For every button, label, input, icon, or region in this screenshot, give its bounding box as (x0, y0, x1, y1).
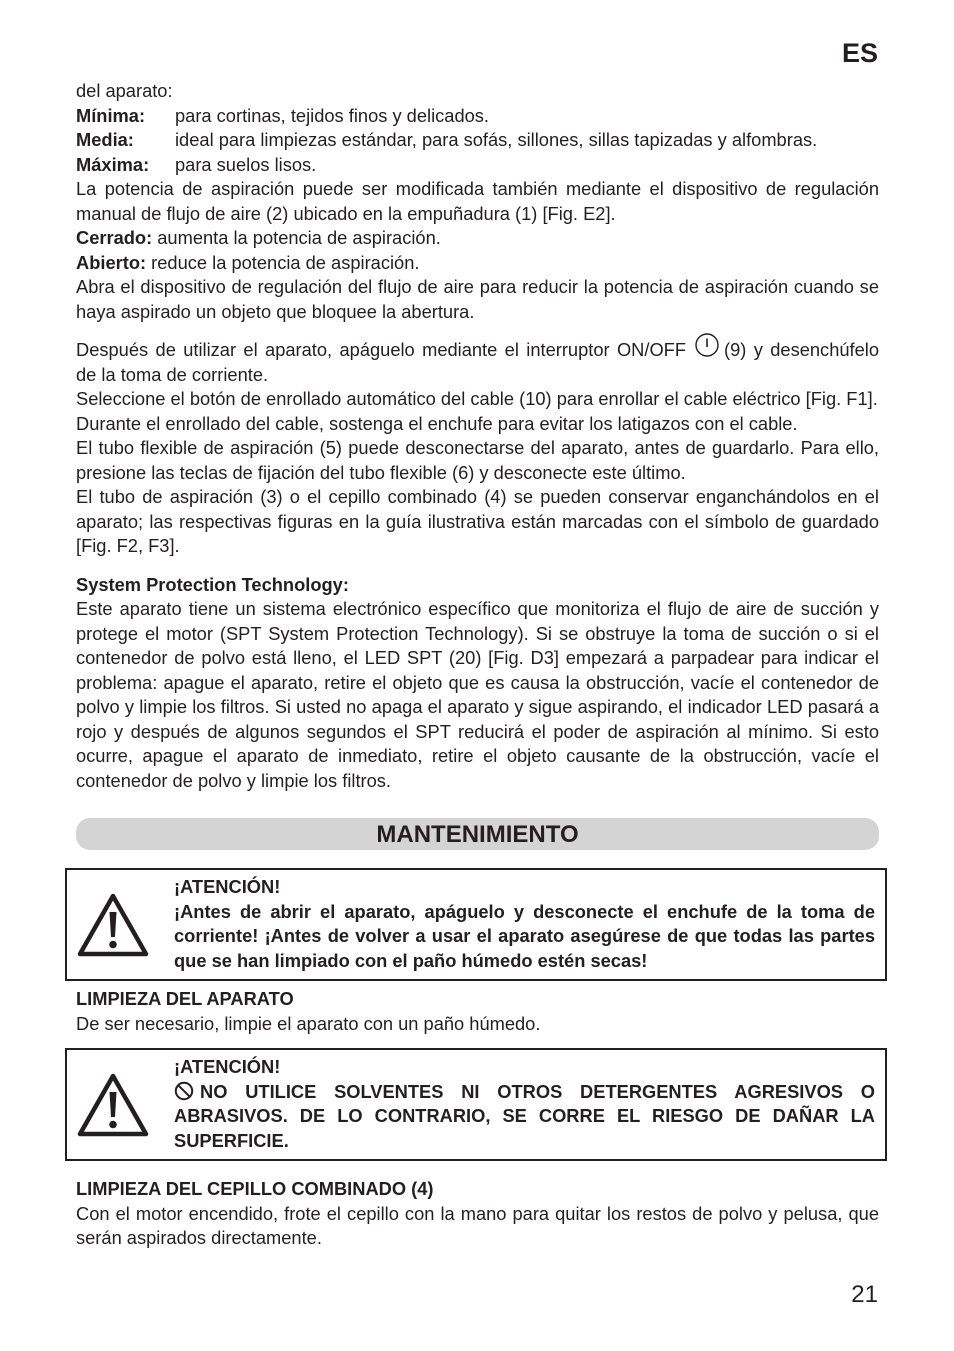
paragraph-storage: El tubo de aspiración (3) o el cepillo combinado (4) se pueden conservar enganchándolos en el aparato; las respectivas figuras en la guía ilustrativa están marcadas con el símbolo de guardado [Fig. F2, F3]. (76, 486, 879, 556)
warning-triangle-icon (76, 892, 150, 958)
power-onoff-icon (694, 332, 720, 358)
level-term: Media: (76, 129, 134, 150)
open-term: Abierto: (76, 251, 147, 273)
cleaning-device-title: LIMPIEZA DEL APARATO (76, 988, 294, 1009)
warning-triangle-icon (76, 1072, 150, 1138)
page-content (76, 79, 879, 1251)
open-desc: reduce la potencia de aspiración. (146, 251, 420, 273)
level-term: Máxima: (76, 153, 150, 175)
warning-body: ¡Antes de abrir el aparato, apáguelo y desconecte el enchufe de la toma de corriente! ¡Antes de volver a usar el aparato asegúrese de que todas las partes que se han limpiado con el paño húmedo estén secas! (174, 900, 875, 971)
closed-desc: aumenta la potencia de aspiración. (152, 227, 441, 248)
level-desc: para suelos lisos. (175, 153, 317, 175)
language-code: ES (841, 38, 878, 68)
level-minimum (76, 104, 879, 129)
level-desc: para cortinas, tejidos finos y delicados. (175, 104, 489, 126)
level-maximum (76, 153, 879, 178)
page-number: 21 (851, 1281, 878, 1308)
open-line (76, 251, 879, 276)
after-use-text-b: (9) y desenchúfelo de la toma de corriente. (76, 339, 880, 385)
warning-box-solvents (65, 1048, 887, 1161)
paragraph-rewind: Seleccione el botón de enrollado automático del cable (10) para enrollar el cable eléctrico [Fig. F1]. (76, 388, 878, 409)
level-term: Mínima: (76, 104, 146, 126)
warning-box-unplug (65, 868, 887, 981)
cleaning-brush-body: Con el motor encendido, frote el cepillo con la mano para quitar los restos de polvo y pelusa, que serán aspirados directamente. (76, 1202, 879, 1248)
paragraph-after-use (76, 332, 879, 387)
warning-title: ¡ATENCIÓN! (174, 876, 281, 897)
cleaning-device-body: De ser necesario, limpie el aparato con un paño húmedo. (76, 1012, 541, 1034)
section-title-maintenance: MANTENIMIENTO (76, 818, 879, 850)
warning-body: NO UTILICE SOLVENTES NI OTROS DETERGENTES AGRESIVOS O ABRASIVOS. DE LO CONTRARIO, SE CORRE EL RIESGO DE DAÑAR LA SUPERFICIE. (174, 1080, 875, 1151)
warning-body-line (174, 1080, 875, 1154)
paragraph-hold-plug: Durante el enrollado del cable, sostenga el enchufe para evitar los latigazos con el cable. (76, 412, 798, 434)
spt-title: System Protection Technology: (76, 573, 349, 595)
paragraph-hose: El tubo flexible de aspiración (5) puede desconectarse del aparato, antes de guardarlo. Para ello, presione las teclas de fijación del tubo flexible (6) y desconecte este último. (76, 437, 879, 483)
intro-line: del aparato: (76, 80, 173, 101)
level-medium (76, 128, 879, 153)
paragraph-open-device: Abra el dispositivo de regulación del flujo de aire para reducir la potencia de aspiración cuando se haya aspirado un objeto que bloquee la abertura. (76, 276, 879, 322)
spt-body: Este aparato tiene un sistema electrónico específico que monitoriza el flujo de aire de succión y protege el motor (SPT System Protection Technology). Si se obstruye la toma de succión o si el contenedor de polvo está lleno, el LED SPT (20) [Fig. D3] empezará a parpadear para indicar el problema: apague el aparato, retire el objeto que es causa la obstrucción, vacíe el contenedor de polvo y limpie los filtros. Si usted no apaga el aparato y sigue aspirando, el indicador LED pasará a rojo y después de algunos segundos el SPT reducirá el poder de aspiración al mínimo. Si esto ocurre, apague el aparato de inmediato, retire el objeto causante de la obstrucción, vacíe el contenedor de polvo y limpie los filtros. (76, 598, 879, 791)
warning-title: ¡ATENCIÓN! (174, 1056, 281, 1077)
cleaning-brush-title: LIMPIEZA DEL CEPILLO COMBINADO (4) (76, 1178, 434, 1199)
closed-line (76, 226, 879, 251)
prohibited-icon (174, 1081, 194, 1101)
closed-term: Cerrado: (76, 227, 153, 248)
level-desc: ideal para limpiezas estándar, para sofás, sillones, sillas tapizadas y alfombras. (175, 129, 818, 150)
paragraph-regulation: La potencia de aspiración puede ser modificada también mediante el dispositivo de regulación manual de flujo de aire (2) ubicado en la empuñadura (1) [Fig. E2]. (76, 178, 879, 224)
after-use-text-a: Después de utilizar el aparato, apáguelo mediante el interruptor ON/OFF (76, 339, 687, 360)
